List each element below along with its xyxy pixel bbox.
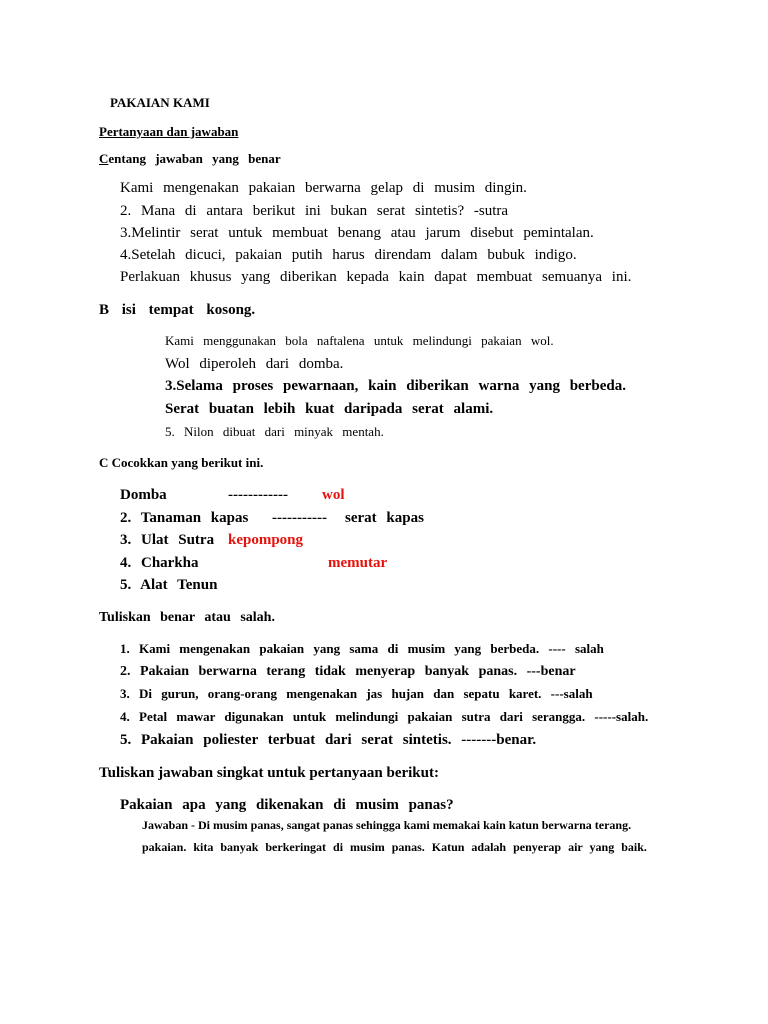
match-row-answer: memutar (328, 555, 388, 571)
match-row-dash: ------------ (228, 487, 288, 503)
section-b-line: Wol diperoleh dari domba. (165, 356, 344, 372)
section-b-heading: B isi tempat kosong. (99, 302, 256, 318)
true-false-line: 3. Di gurun, orang-orang mengenakan jas hujan dan sepatu karet. ---salah (120, 686, 593, 701)
match-row-left: 5. Alat Tenun (120, 577, 218, 593)
page-title: PAKAIAN KAMI (110, 95, 210, 110)
true-false-line: 2. Pakaian berwarna terang tidak menyerap banyak panas. ---benar (120, 664, 576, 679)
section-a-line: Perlakuan khusus yang diberikan kepada kain dapat membuat semuanya ini. (120, 269, 632, 285)
section-a-heading-first: C (99, 151, 109, 166)
section-c-heading: C Cocokkan yang berikut ini. (99, 455, 264, 470)
section-a-line: 3.Melintir serat untuk membuat benang atau jarum disebut pemintalan. (120, 225, 594, 241)
match-row-answer: serat kapas (345, 510, 424, 526)
page-subtitle: Pertanyaan dan jawaban (99, 124, 239, 139)
section-a-heading (99, 151, 281, 167)
section-b-line: 5. Nilon dibuat dari minyak mentah. (165, 424, 384, 439)
true-false-line: 4. Petal mawar digunakan untuk melindungi pakaian sutra dari serangga. -----salah. (120, 709, 649, 724)
match-row-dash: ----------- (272, 510, 327, 526)
section-a-line: 2. Mana di antara berikut ini bukan serat sintetis? -sutra (120, 203, 509, 219)
match-row-left: 3. Ulat Sutra (120, 532, 215, 548)
match-row-left: 2. Tanaman kapas (120, 510, 249, 526)
short-answer-line: Jawaban - Di musim panas, sangat panas sehingga kami memakai kain katun berwarna terang. (142, 818, 632, 832)
short-answer-line: pakaian. kita banyak berkeringat di musim panas. Katun adalah penyerap air yang baik. (142, 840, 647, 854)
section-b-line: Serat buatan lebih kuat daripada serat alami. (165, 401, 494, 417)
section-b-line: 3.Selama proses pewarnaan, kain diberikan warna yang berbeda. (165, 378, 626, 394)
section-a-line: Kami mengenakan pakaian berwarna gelap di musim dingin. (120, 180, 527, 196)
section-d-heading: Tuliskan benar atau salah. (99, 610, 275, 625)
true-false-line: 5. Pakaian poliester terbuat dari serat sintetis. -------benar. (120, 732, 537, 748)
short-answer-question: Pakaian apa yang dikenakan di musim panas? (120, 797, 454, 813)
true-false-line: 1. Kami mengenakan pakaian yang sama di musim yang berbeda. ---- salah (120, 641, 604, 656)
match-row-answer: kepompong (228, 532, 304, 548)
match-row-left: 4. Charkha (120, 555, 199, 571)
section-a-heading-rest: entang jawaban yang benar (108, 151, 281, 166)
match-row-answer: wol (322, 487, 345, 503)
section-e-heading: Tuliskan jawaban singkat untuk pertanyaan berikut: (99, 765, 439, 781)
match-row-left: Domba (120, 487, 167, 503)
section-a-line: 4.Setelah dicuci, pakaian putih harus direndam dalam bubuk indigo. (120, 247, 577, 263)
section-b-line: Kami menggunakan bola naftalena untuk melindungi pakaian wol. (165, 333, 554, 348)
